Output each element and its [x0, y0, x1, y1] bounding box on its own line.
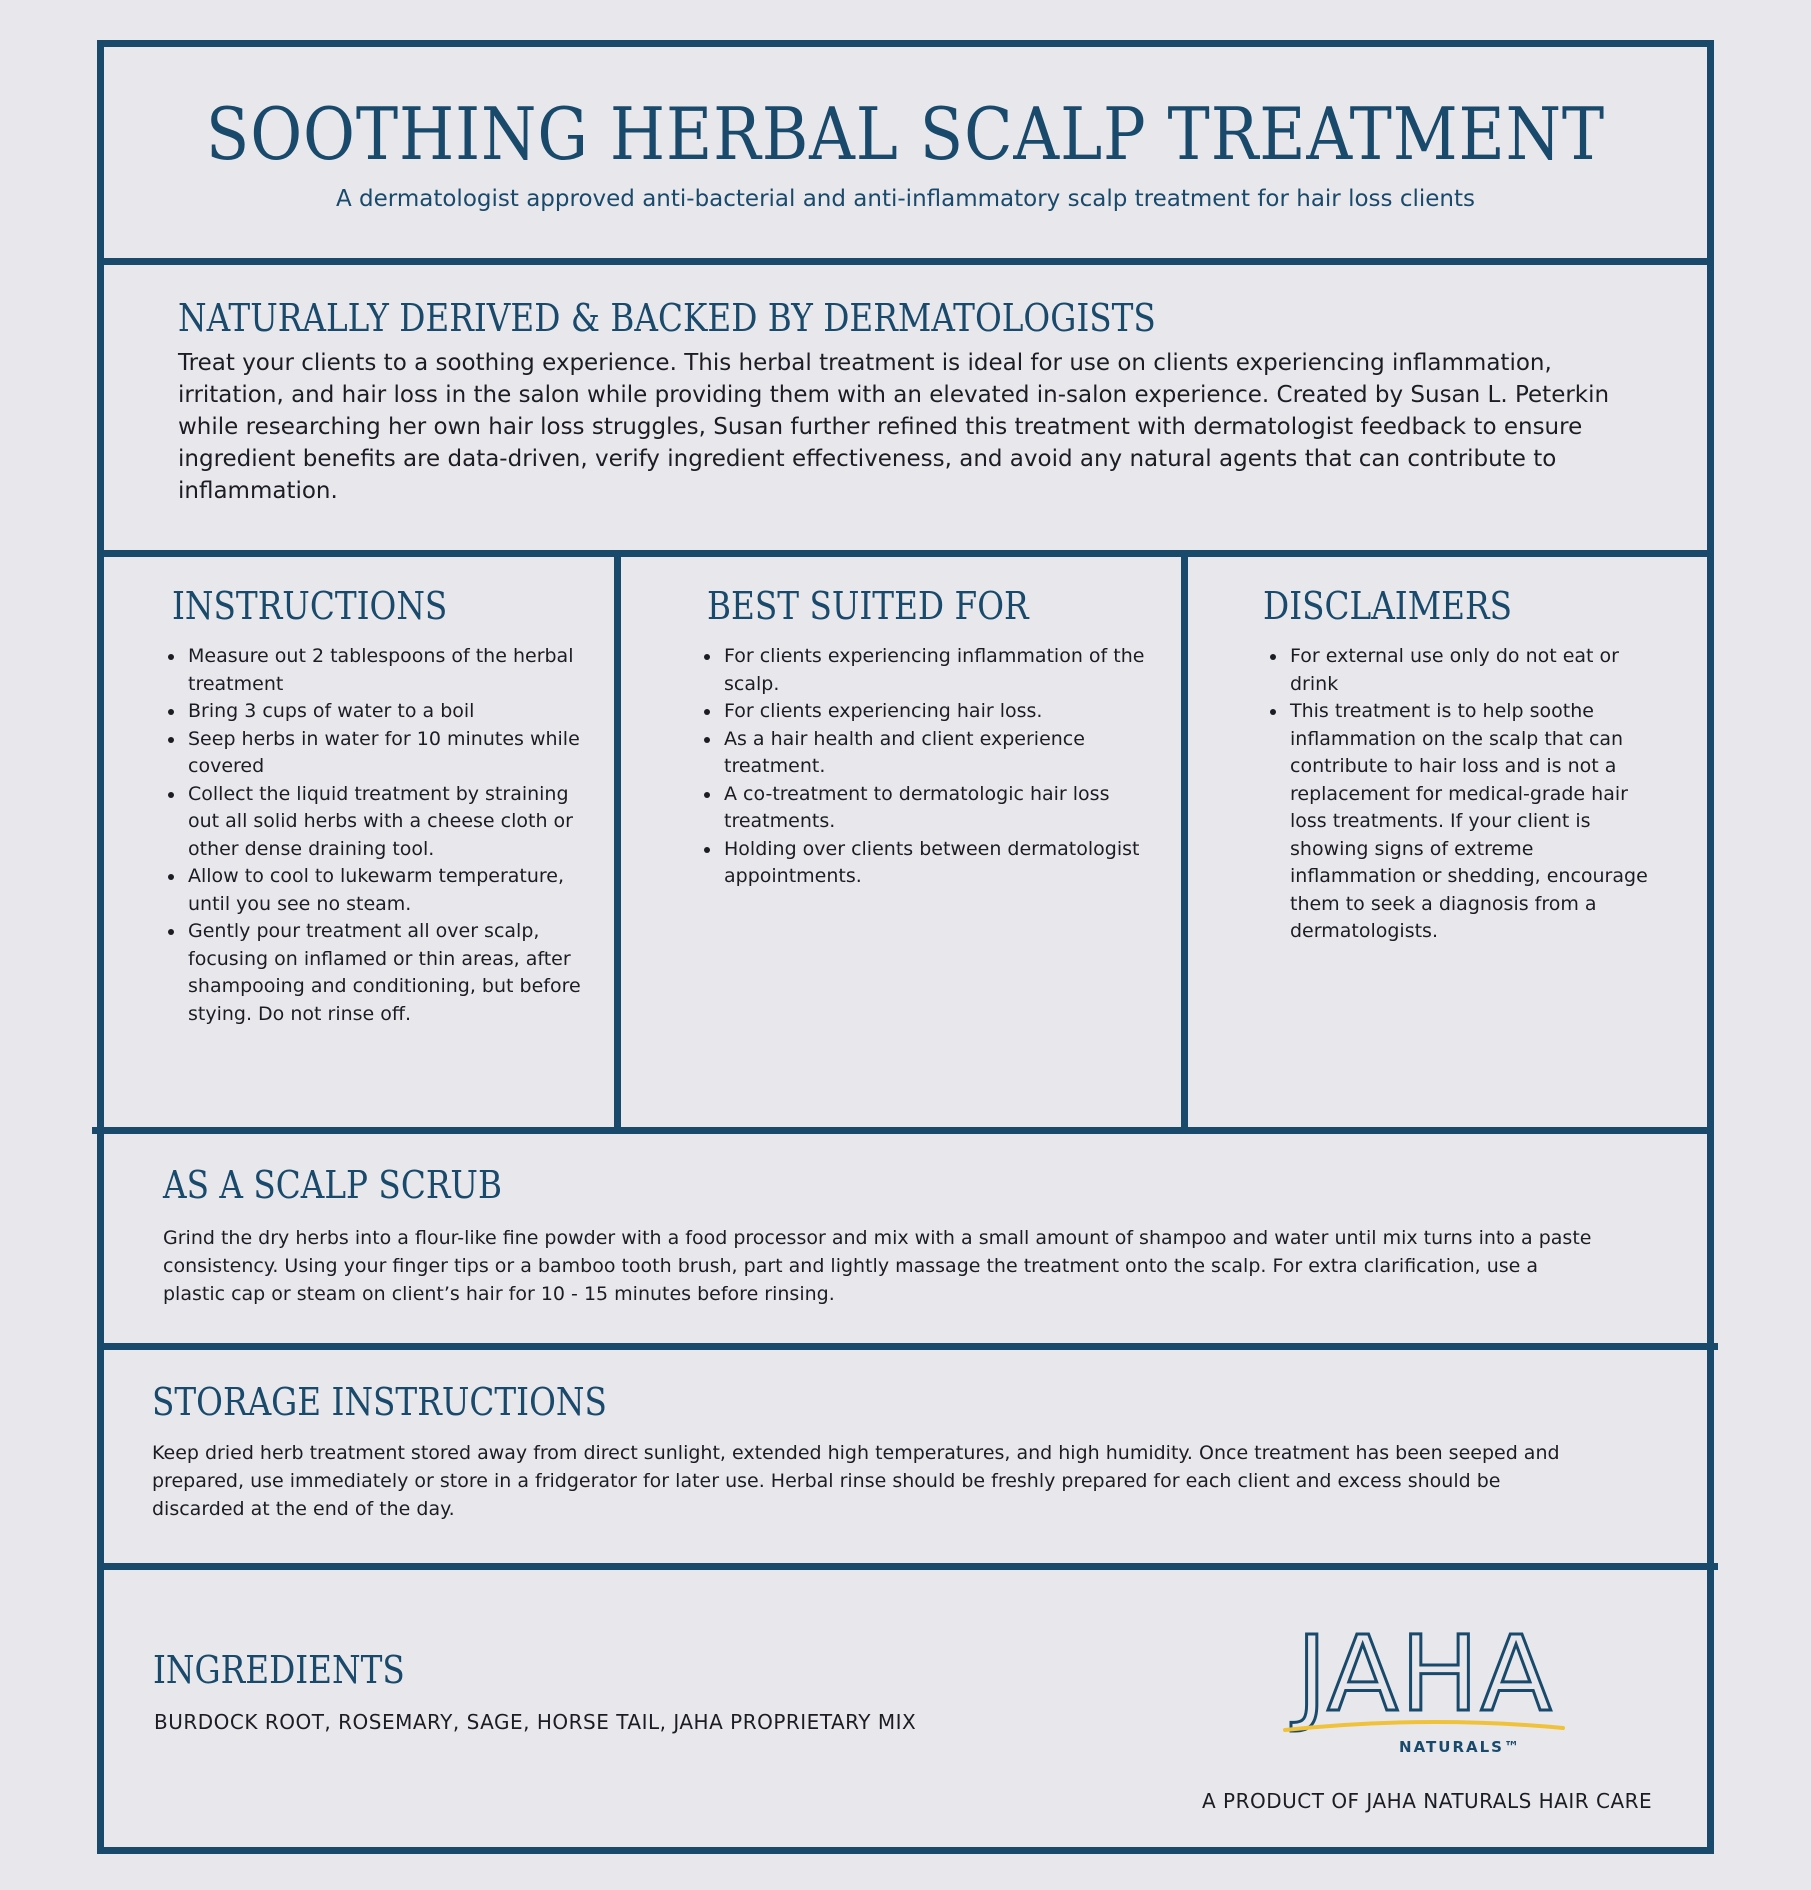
divider-columns — [92, 1127, 1714, 1134]
instruction-item: • Allow to cool to lukewarm temperature, until you see no steam. — [186, 863, 591, 918]
scrub-body: Grind the dry herbs into a flour-like fine powder with a food processor and mix with a small amount of shampoo and water until mix turns into a paste consistency. Using your finger tips or a bamboo tooth brush, part and lightly massage the treatment onto the scalp. For extra clarification, use a plastic cap or steam on client’s hair for 10 - 15 minutes before rinsing. — [163, 1227, 1592, 1305]
storage-heading: STORAGE INSTRUCTIONS — [152, 1380, 607, 1424]
scrub-heading: AS A SCALP SCRUB — [163, 1163, 503, 1207]
instruction-item: • Gently pour treatment all over scalp, focusing on inflamed or thin areas, after shampooing and conditioning, but before stying. Do not rinse off. — [186, 918, 591, 1028]
ingredients-heading: INGREDIENTS — [153, 1648, 405, 1692]
disclaimer-item: • This treatment is to help soothe inflammation on the scalp that can contribute to hair loss and is not a replacement for medical-grade hair loss treatments. If your client is showing signs of extreme inflammation or shedding, encourage them to seek a diagnosis from a dermatologists. — [1288, 698, 1663, 946]
page-subtitle: A dermatologist approved anti-bacterial and anti-inflammatory scalp treatment for hair loss clients — [336, 186, 1475, 212]
logo-wordmark: JAHA — [1296, 1615, 1554, 1735]
best-suited-item: • Holding over clients between dermatologist appointments. — [722, 836, 1152, 891]
intro-heading: NATURALLY DERIVED & BACKED BY DERMATOLOGISTS — [178, 296, 1156, 340]
intro-body: Treat your clients to a soothing experience. This herbal treatment is ideal for use on clients experiencing inflammation, irritation, and hair loss in the salon while providing them with an elevated in-salon experience. Created by Susan L. Peterkin while researching her own hair loss struggles, Susan further refined this treatment with dermatologist feedback to ensure ingredient benefits are data-driven, verify ingredient effectiveness, and avoid any natural agents that can contribute to inflammation. — [178, 350, 1610, 504]
storage-body: Keep dried herb treatment stored away from direct sunlight, extended high temperatures, and high humidity. Once treatment has been seeped and prepared, use immediately or store in a fridgerator for later use. Herbal rinse should be freshly prepared for each client and excess should be discarded at the end of the day. — [152, 1442, 1560, 1520]
best-suited-item: • A co-treatment to dermatologic hair loss treatments. — [722, 781, 1152, 836]
disclaimers-heading: DISCLAIMERS — [1263, 584, 1513, 628]
divider-col-1 — [614, 553, 621, 1131]
instruction-item: • Collect the liquid treatment by straining out all solid herbs with a cheese cloth or other dense draining tool. — [186, 781, 591, 864]
best-suited-heading: BEST SUITED FOR — [707, 584, 1029, 628]
instructions-heading: INSTRUCTIONS — [172, 584, 448, 628]
divider-scrub — [97, 1343, 1718, 1350]
divider-header — [97, 258, 1714, 265]
page-title: SOOTHING HERBAL SCALP TREATMENT — [205, 92, 1606, 176]
disclaimers-list — [1262, 643, 1663, 946]
best-suited-item: • For clients experiencing hair loss. — [722, 698, 1152, 726]
instruction-item: • Bring 3 cups of water to a boil — [186, 698, 591, 726]
instruction-item: • Seep herbs in water for 10 minutes while covered — [186, 726, 591, 781]
instruction-item: • Measure out 2 tablespoons of the herbal treatment — [186, 643, 591, 698]
ingredients-list: BURDOCK ROOT, ROSEMARY, SAGE, HORSE TAIL, JAHA PROPRIETARY MIX — [154, 1710, 917, 1734]
logo-subtext: NATURALS™ — [1399, 1738, 1521, 1755]
divider-col-2 — [1181, 553, 1188, 1131]
divider-storage — [97, 1563, 1718, 1570]
best-suited-item: • For clients experiencing inflammation of the scalp. — [722, 643, 1152, 698]
divider-intro — [97, 550, 1714, 557]
instructions-list — [160, 643, 591, 1028]
disclaimer-item: • For external use only do not eat or drink — [1288, 643, 1663, 698]
best-suited-list — [696, 643, 1152, 891]
jaha-naturals-logo — [1280, 1615, 1570, 1755]
brand-tagline: A PRODUCT OF JAHA NATURALS HAIR CARE — [1202, 1789, 1653, 1813]
best-suited-item: • As a hair health and client experience treatment. — [722, 726, 1152, 781]
